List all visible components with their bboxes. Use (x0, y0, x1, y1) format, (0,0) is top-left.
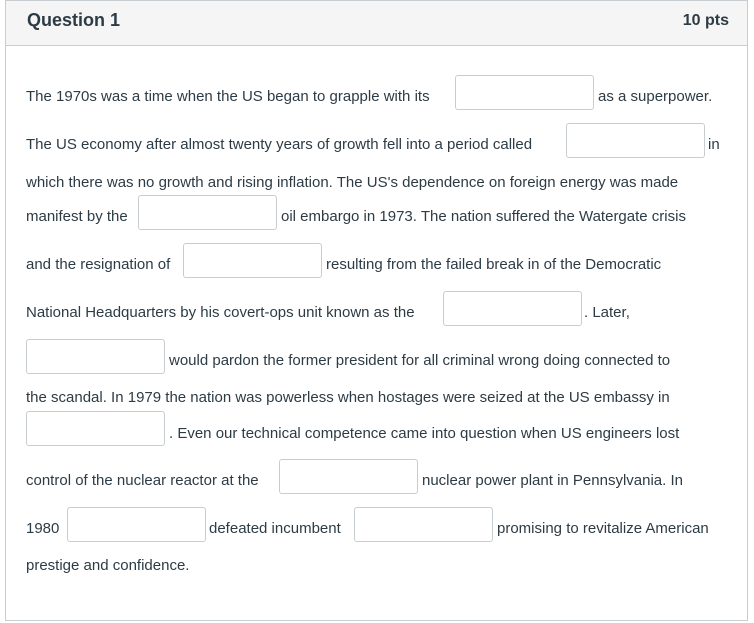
sentence-text: resulting from the failed break in of the Democratic (326, 256, 662, 273)
blank-input-3[interactable] (138, 195, 277, 230)
sentence-text: oil embargo in 1973. The nation suffered the Watergate crisis (281, 208, 686, 225)
sentence-text: the scandal. In 1979 the nation was powerless when hostages were seized at the US embassy in (26, 389, 670, 406)
blank-input-9[interactable] (67, 507, 206, 542)
blank-input-2[interactable] (566, 123, 705, 158)
blank-input-1[interactable] (455, 75, 594, 110)
blank-input-10[interactable] (354, 507, 493, 542)
question-header (6, 1, 747, 46)
sentence-text: as a superpower. (598, 88, 713, 105)
sentence-text: would pardon the former president for all criminal wrong doing connected to (169, 352, 671, 369)
sentence-text: and the resignation of (26, 256, 171, 273)
sentence-text: prestige and confidence. (26, 557, 190, 574)
sentence-text: 1980 (26, 520, 60, 537)
question-title: Question 1 (27, 10, 121, 30)
sentence-text: control of the nuclear reactor at the (26, 472, 259, 489)
blank-input-4[interactable] (183, 243, 322, 278)
blank-input-5[interactable] (443, 291, 582, 326)
sentence-text: . Later, (584, 304, 630, 321)
blank-input-8[interactable] (279, 459, 418, 494)
sentence-text: which there was no growth and rising inflation. The US's dependence on foreign energy was made (26, 174, 679, 191)
sentence-text: nuclear power plant in Pennsylvania. In (422, 472, 683, 489)
blank-input-6[interactable] (26, 339, 165, 374)
sentence-text: National Headquarters by his covert-ops unit known as the (26, 304, 415, 321)
blank-input-7[interactable] (26, 411, 165, 446)
sentence-text: The US economy after almost twenty years of growth fell into a period called (26, 136, 533, 153)
sentence-text: The 1970s was a time when the US began to grapple with its (26, 88, 430, 105)
sentence-text: manifest by the (26, 208, 128, 225)
question-points: 10 pts (682, 12, 729, 29)
sentence-text: . Even our technical competence came into question when US engineers lost (169, 425, 680, 442)
sentence-text: promising to revitalize American (497, 520, 709, 537)
sentence-text: defeated incumbent (209, 520, 341, 537)
sentence-text: in (708, 136, 720, 153)
